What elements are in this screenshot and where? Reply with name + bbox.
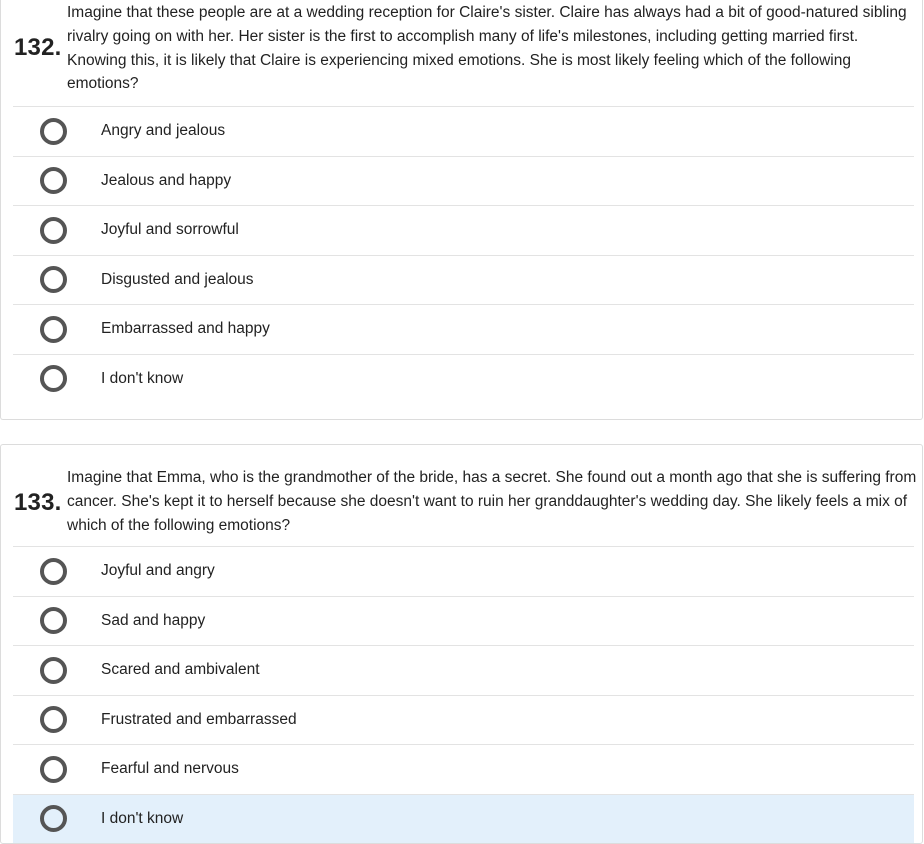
question-number: 132. [14,34,62,61]
radio-button[interactable] [40,316,67,343]
answer-options [13,546,914,843]
radio-button[interactable] [40,657,67,684]
radio-button[interactable] [40,217,67,244]
answer-option[interactable] [13,106,914,156]
radio-button[interactable] [40,365,67,392]
answer-option[interactable] [13,546,914,596]
answer-option-label: Frustrated and embarrassed [101,710,297,728]
radio-button[interactable] [40,266,67,293]
answer-option[interactable] [13,255,914,305]
question-text: Imagine that these people are at a wedding reception for Claire's sister. Claire has always had a bit of good-natured sibling rivalry going on with her. Her sister is the first to accomplish many of life's milestones, including getting married first. Knowing this, it is likely that Claire is experiencing mixed emotions. She is most likely feeling which of the following emotions? [67,4,907,93]
answer-option[interactable] [13,156,914,206]
answer-option-label: I don't know [101,369,184,387]
question-card-132 [0,0,923,420]
answer-option-label: Embarrassed and happy [101,320,270,338]
answer-option-label: I don't know [101,809,184,827]
answer-options [13,106,914,403]
answer-option[interactable] [13,304,914,354]
radio-button[interactable] [40,118,67,145]
answer-option-label: Sad and happy [101,611,206,629]
radio-button[interactable] [40,607,67,634]
radio-button[interactable] [40,805,67,832]
question-text: Imagine that Emma, who is the grandmother of the bride, has a secret. She found out a month ago that she is suffering from cancer. She's kept it to herself because she doesn't want to ruin her granddaughter's wedding day. She likely feels a mix of which of the following emotions? [67,469,917,534]
radio-button[interactable] [40,756,67,783]
question-number: 133. [14,489,62,516]
answer-option-label: Angry and jealous [101,122,226,140]
answer-option[interactable] [13,596,914,646]
answer-option-label: Joyful and sorrowful [101,221,239,239]
answer-option-label: Jealous and happy [101,171,232,189]
answer-option-hovered[interactable] [13,794,914,844]
answer-option-label: Joyful and angry [101,562,215,580]
radio-button[interactable] [40,167,67,194]
answer-option[interactable] [13,205,914,255]
radio-button[interactable] [40,558,67,585]
question-card-133 [0,444,923,844]
answer-option[interactable] [13,354,914,404]
answer-option-label: Fearful and nervous [101,760,239,778]
answer-option[interactable] [13,744,914,794]
answer-option[interactable] [13,645,914,695]
answer-option-label: Disgusted and jealous [101,270,254,288]
answer-option-label: Scared and ambivalent [101,661,260,679]
radio-button[interactable] [40,706,67,733]
answer-option[interactable] [13,695,914,745]
